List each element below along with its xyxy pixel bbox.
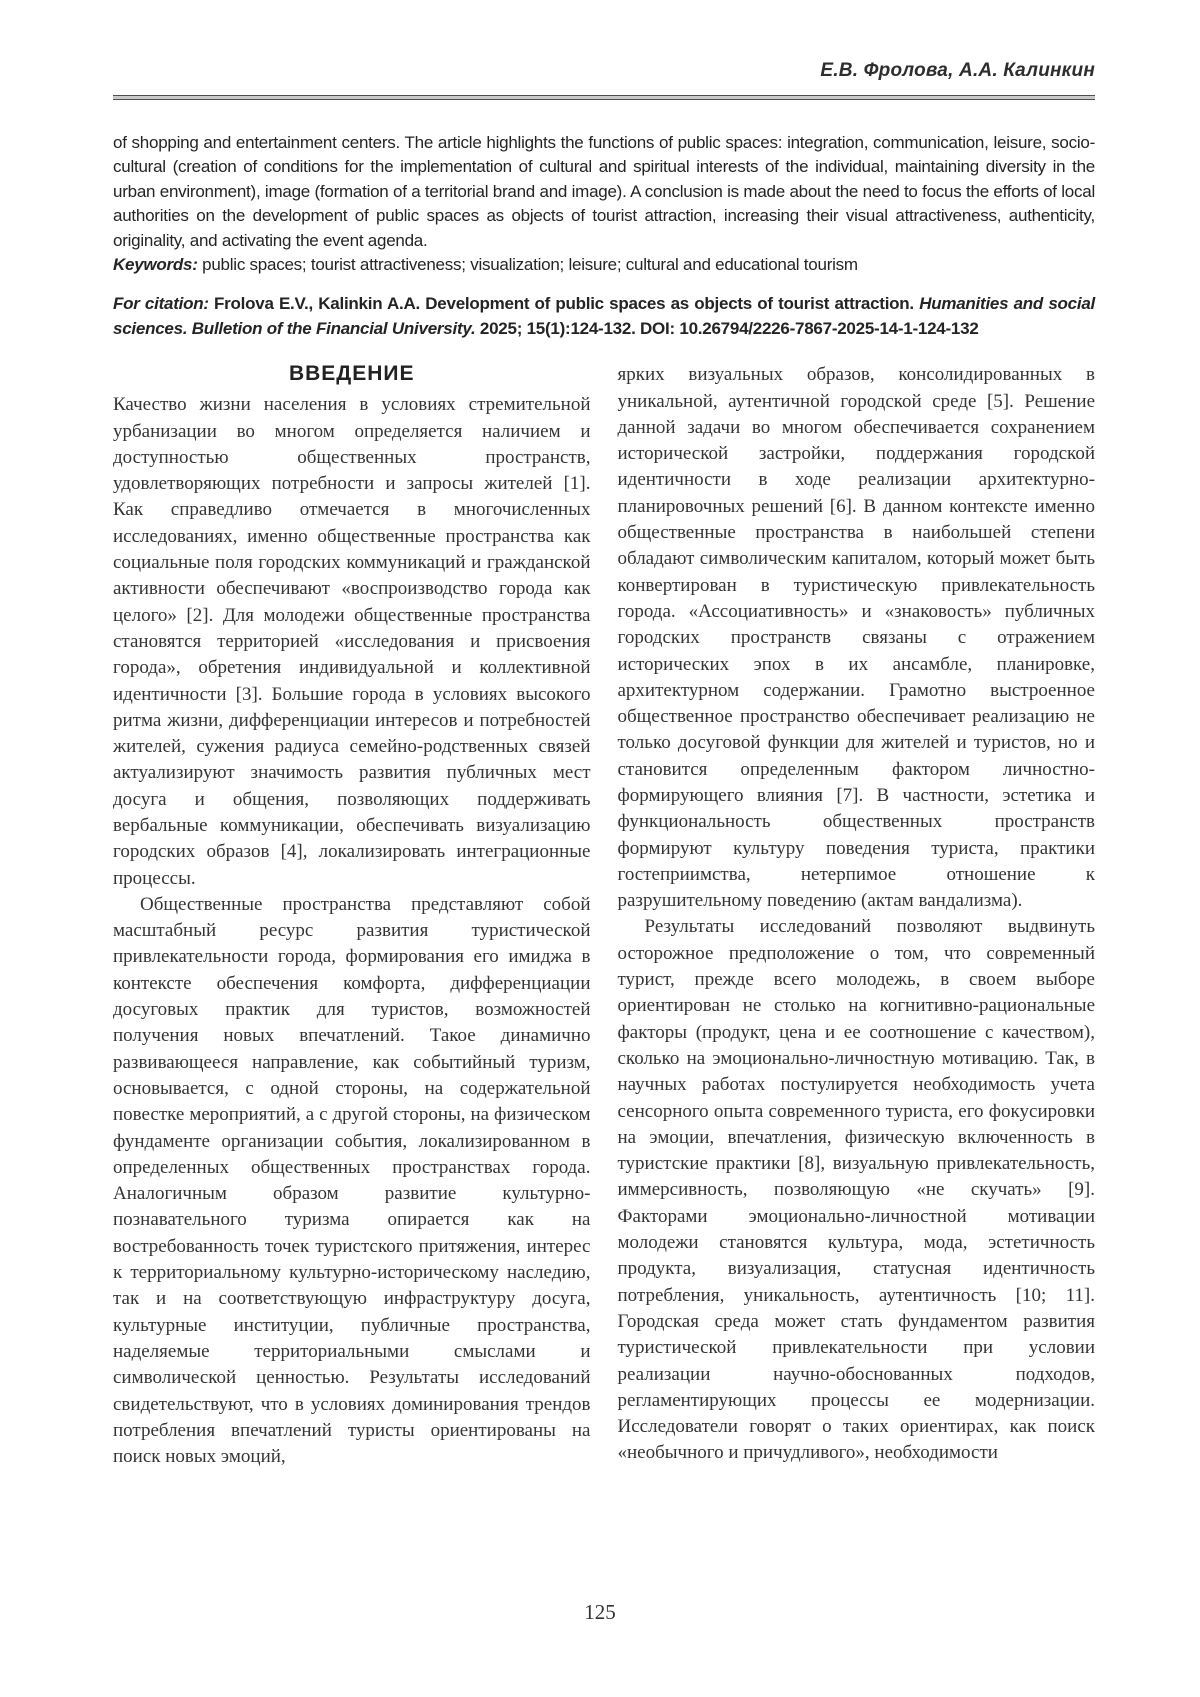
keywords-label: Keywords: [113, 255, 198, 275]
article-paragraph: Результаты исследований позволяют выдвинуть осторожное предположение о том, что современный турист, прежде всего молодежь, в своем выборе ориентирован не столько на когнитивно-рациональные факторы (продукт, цена и ее соотношение с качеством), сколько на эмоционально-личностную мотивацию. Так, в научных работах постулируется необходимость учета сенсорного опыта современного туриста, его фокусировки на эмоции, впечатления, физическую включенность в туристские практики [8], визуальную привлекательность, иммерсивность, позволяющую «не скучать» [9]. Факторами эмоционально-личностной мотивации молодежи становятся культура, мода, эстетичность продукта, визуализация, статусная идентичность потребления, уникальность, аутентичность [10; 11]. Городская среда может стать фундаментом развития туристической привлекательности при условии реализации научно-обоснованных подходов, регламентирующих процессы ее модернизации. Исследователи говорят о таких ориентирах, как поиск «необычного и причудливого», необходимости [617, 916, 1095, 1464]
citation-journal: Humanities and social sciences. Bulletion of the Financial University. [113, 294, 1096, 338]
left-column [113, 362, 591, 1470]
page-number: 125 [584, 1600, 616, 1624]
citation-label: For citation: [113, 294, 209, 314]
article-body [113, 362, 1095, 1470]
citation-block [113, 292, 1095, 341]
citation-authors-title: Frolova E.V., Kalinkin A.A. Development of public spaces as objects of tourist attraction. [208, 294, 920, 314]
section-heading-introduction: ВВЕДЕНИЕ [288, 362, 415, 386]
citation-issue-doi: 2025; 15(1):124-132. DOI: 10.26794/2226-7867-2025-14-1-124-132 [475, 318, 979, 338]
article-paragraph: Качество жизни населения в условиях стремительной урбанизации во многом определяется наличием и доступностью общественных пространств, удовлетворяющих потребности и запросы жителей [1]. Как справедливо отмечается в многочисленных исследованиях, именно общественные пространства как социальные поля городских коммуникаций и гражданской активности обеспечивают «воспроизводство города как целого» [2]. Для молодежи общественные пространства становятся территорией «исследования и присвоения города», обретения индивидуальной и коллективной идентичности [3]. Большие города в условиях высокого ритма жизни, дифференциации интересов и потребностей жителей, сужения радиуса семейно-родственных связей актуализируют значимость развития публичных мест досуга и общения, позволяющих поддерживать вербальные коммуникации, обеспечивать визуализацию городских образов [4], локализировать интеграционные процессы. [113, 394, 591, 889]
article-paragraph: ярких визуальных образов, консолидированных в уникальной, аутентичной городской среде [5]. Решение данной задачи во многом обеспечивается сохранением исторической застройки, поддержания городской идентичности в ходе реализации архитектурно-планировочных решений [6]. В данном контексте именно общественные пространства в наибольшей степени обладают символическим капиталом, который может быть конвертирован в туристическую привлекательность города. «Ассоциативность» и «знаковость» публичных городских пространств связаны с отражением исторических эпох в их ансамбле, планировке, архитектурном содержании. Грамотно выстроенное общественное пространство обеспечивает реализацию не только досуговой функции для жителей и туристов, но и становится определенным фактором личностно-формирующего влияния [7]. В частности, эстетика и функциональность общественных пространств формируют культуру поведения туриста, практики гостеприимства, нетерпимое отношение к разрушительному поведению (актам вандализма). [617, 364, 1095, 912]
article-paragraph: Общественные пространства представляют собой масштабный ресурс развития туристической привлекательности города, формирования его имиджа в контексте обеспечения комфорта, дифференциации досуговых практик для туристов, возможностей получения новых впечатлений. Такое динамично развивающееся направление, как событийный туризм, основывается, с одной стороны, на содержательной повестке мероприятий, а с другой стороны, на физическом фундаменте организации события, локализированном в определенных общественных пространствах города. Аналогичным образом развитие культурно-познавательного туризма опирается как на востребованность точек туристского притяжения, интерес к территориальному культурно-историческому наследию, так и на соответствующую инфраструктуру досуга, культурные институции, публичные пространства, наделяемые территориальными смыслами и символической ценностью. Результаты исследований свидетельствуют, что в условиях доминирования трендов потребления впечатлений туристы ориентированы на поиск новых эмоций, [113, 893, 591, 1468]
running-head-authors: Е.В. Фролова, А.А. Калинкин [820, 60, 1095, 81]
keywords-text: public spaces; tourist attractiveness; visualization; leisure; cultural and educational tourism [197, 255, 858, 275]
abstract-text: of shopping and entertainment centers. The article highlights the functions of public spaces: integration, communication, leisure, socio-cultural (creation of conditions for the implementation of cultural and spiritual interests of the individual, maintaining diversity in the urban environment), image (formation of a territorial brand and image). A conclusion is made about the need to focus the efforts of local authorities on the development of public spaces as objects of tourist attraction, increasing their visual attractiveness, authenticity, originality, and activating the event agenda. [113, 133, 1095, 250]
right-column [618, 362, 1096, 1470]
header-rule [113, 95, 1095, 100]
keywords-line [113, 253, 1095, 277]
